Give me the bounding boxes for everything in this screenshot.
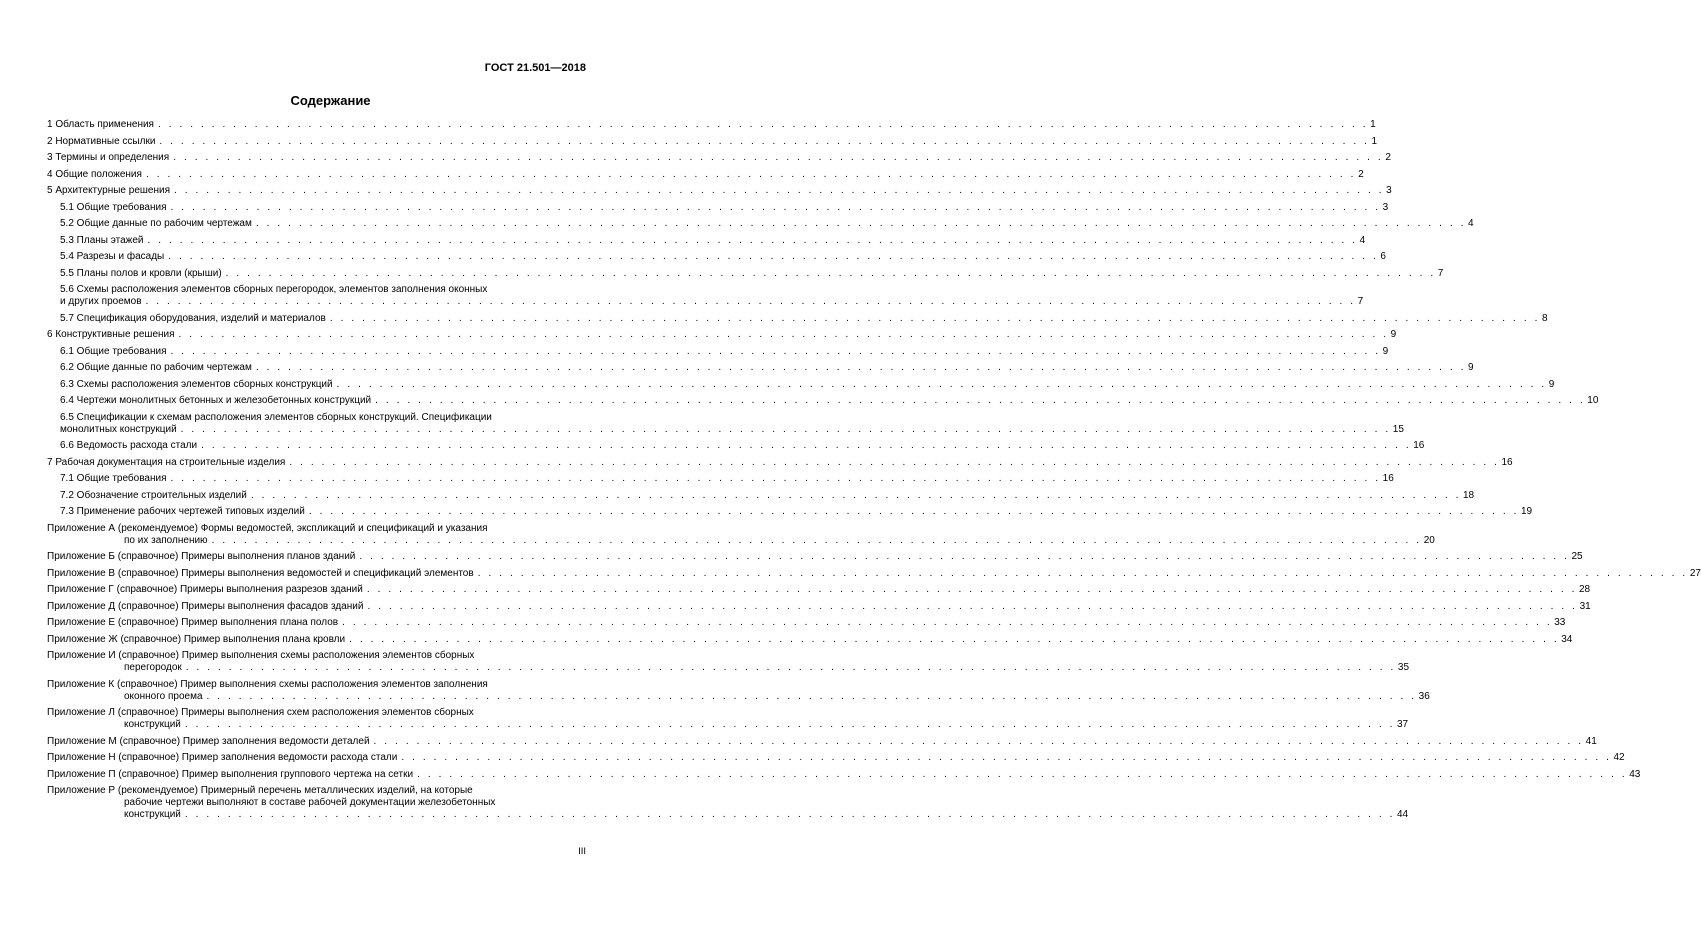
toc-entry-text: и других проемов [60, 296, 142, 307]
dot-leader: . . . . . . . . . . . . . . . . . . . . . . . . . . . . . . . . . . . . . . . . . . . . . . . . . . . . . . . . . . . . . . . . . . . . . . . . . . . . . . . . . . . . . . . . . . . . . . . . . . . . . . . . . . . . . . . . . [255, 218, 1466, 229]
toc-entry-text: оконного проема [124, 690, 203, 702]
toc-page-number: 9 [1468, 362, 1474, 373]
toc-entry-text: 6.3 Схемы расположения элементов сборных конструкций [60, 378, 333, 390]
toc-entry-text: перегородок [124, 662, 182, 673]
dot-leader: . . . . . . . . . . . . . . . . . . . . . . . . . . . . . . . . . . . . . . . . . . . . . . . . . . . . . . . . . . . . . . . . . . . . . . . . . . . . . . . . . . . . . . . . . . . . . . . . . . . . . . . . . . . . . . . . . [145, 296, 1356, 307]
toc-entry[interactable] [47, 551, 1583, 563]
toc-entry-text: Приложение М (справочное) Пример заполнения ведомости деталей [47, 735, 370, 747]
toc-entry[interactable] [47, 456, 1513, 469]
dot-leader: . . . . . . . . . . . . . . . . . . . . . . . . . . . . . . . . . . . . . . . . . . . . . . . . . . . . . . . . . . . . . . . . . . . . . . . . . . . . . . . . . . . . . . . . . . . . . . . . . . . . . . . . . . . . . . . . . [145, 168, 1357, 180]
dot-leader: . . . . . . . . . . . . . . . . . . . . . . . . . . . . . . . . . . . . . . . . . . . . . . . . . . . . . . . . . . . . . . . . . . . . . . . . . . . . . . . . . . . . . . . . . . . . . . . . . . . . . . . . . . . . . . . . . [211, 534, 1422, 546]
toc-entry[interactable] [47, 489, 1475, 502]
toc-entry-text: 5.2 Общие данные по рабочим чертежам [60, 218, 252, 229]
toc-entry-text: Приложение Ж (справочное) Пример выполнения плана кровли [47, 633, 346, 645]
toc-entry-text: Приложение Е (справочное) Пример выполнения плана полов [47, 617, 339, 628]
toc-page-number: 1 [1371, 135, 1378, 147]
toc-page-number: 4 [1359, 234, 1366, 246]
toc-entry-text: 5 Архитектурные решения [47, 185, 170, 196]
toc-entry[interactable] [47, 584, 1591, 596]
toc-entry-text: 5.1 Общие требования [60, 201, 167, 213]
toc-entry-text: Приложение А (рекомендуемое) Формы ведомостей, экспликаций и спецификаций и указания [47, 522, 488, 534]
toc-page-number: 19 [1520, 506, 1533, 517]
toc-entry[interactable] [47, 768, 1641, 781]
toc-entry-text: конструкций [124, 719, 181, 730]
toc-entry-text: 7.3 Применение рабочих чертежей типовых изделий [60, 506, 305, 517]
toc-page-number: 16 [1501, 456, 1513, 468]
toc-entry-text: 6.6 Ведомость расхода стали [60, 440, 198, 451]
dot-leader: . . . . . . . . . . . . . . . . . . . . . . . . . . . . . . . . . . . . . . . . . . . . . . . . . . . . . . . . . . . . . . . . . . . . . . . . . . . . . . . . . . . . . . . . . . . . . . . . . . . . . . . . . . . . . . . . . [342, 617, 1553, 628]
toc-entry[interactable] [47, 707, 1409, 731]
toc-entry-text: Приложение К (справочное) Пример выполнения схемы расположения элементов заполнения [47, 678, 488, 690]
toc-page-number: 28 [1578, 584, 1591, 595]
toc-entry-text: 5.4 Разрезы и фасады [60, 251, 165, 262]
dot-leader: . . . . . . . . . . . . . . . . . . . . . . . . . . . . . . . . . . . . . . . . . . . . . . . . . . . . . . . . . . . . . . . . . . . . . . . . . . . . . . . . . . . . . . . . . . . . . . . . . . . . . . . . . . . . . . . . . [157, 119, 1369, 130]
dot-leader: . . . . . . . . . . . . . . . . . . . . . . . . . . . . . . . . . . . . . . . . . . . . . . . . . . . . . . . . . . . . . . . . . . . . . . . . . . . . . . . . . . . . . . . . . . . . . . . . . . . . . . . . . . . . . . . . . [185, 662, 1396, 673]
toc-entry[interactable] [47, 506, 1533, 518]
toc-entry[interactable] [47, 522, 1435, 547]
dot-leader: . . . . . . . . . . . . . . . . . . . . . . . . . . . . . . . . . . . . . . . . . . . . . . . . . . . . . . . . . . . . . . . . . . . . . . . . . . . . . . . . . . . . . . . . . . . . . . . . . . . . . . . . . . . . . . . . . [178, 329, 1389, 340]
toc-page-number: 16 [1413, 440, 1425, 451]
dot-leader: . . . . . . . . . . . . . . . . . . . . . . . . . . . . . . . . . . . . . . . . . . . . . . . . . . . . . . . . . . . . . . . . . . . . . . . . . . . . . . . . . . . . . . . . . . . . . . . . . . . . . . . . . . . . . . . . . [401, 752, 1612, 763]
toc-page-number: 6 [1380, 251, 1386, 262]
dot-leader: . . . . . . . . . . . . . . . . . . . . . . . . . . . . . . . . . . . . . . . . . . . . . . . . . . . . . . . . . . . . . . . . . . . . . . . . . . . . . . . . . . . . . . . . . . . . . . . . . . . . . . . . . . . . . . . . . [417, 768, 1628, 780]
dot-leader: . . . . . . . . . . . . . . . . . . . . . . . . . . . . . . . . . . . . . . . . . . . . . . . . . . . . . . . . . . . . . . . . . . . . . . . . . . . . . . . . . . . . . . . . . . . . . . . . . . . . . . . . . . . . . . . . . [336, 378, 1547, 390]
table-of-contents [47, 119, 1701, 821]
toc-page-number: 18 [1462, 489, 1475, 501]
toc-entry-text: 6.4 Чертежи монолитных бетонных и железобетонных конструкций [60, 395, 372, 406]
toc-entry-text: 6 Конструктивные решения [47, 329, 175, 340]
dot-leader: . . . . . . . . . . . . . . . . . . . . . . . . . . . . . . . . . . . . . . . . . . . . . . . . . . . . . . . . . . . . . . . . . . . . . . . . . . . . . . . . . . . . . . . . . . . . . . . . . . . . . . . . . . . . . . . . . [173, 152, 1384, 163]
toc-entry[interactable] [47, 678, 1430, 703]
toc-entry-text: Приложение Б (справочное) Примеры выполнения планов зданий [47, 551, 356, 562]
toc-page-number: 44 [1397, 809, 1409, 820]
toc-entry[interactable] [47, 411, 1404, 436]
toc-entry[interactable] [47, 168, 1364, 181]
dot-leader: . . . . . . . . . . . . . . . . . . . . . . . . . . . . . . . . . . . . . . . . . . . . . . . . . . . . . . . . . . . . . . . . . . . . . . . . . . . . . . . . . . . . . . . . . . . . . . . . . . . . . . . . . . . . . . . . . [170, 201, 1381, 213]
toc-page-number: 3 [1382, 201, 1389, 213]
toc-entry[interactable] [47, 785, 1409, 821]
toc-page-number: 10 [1587, 395, 1599, 406]
toc-page-number: 37 [1397, 719, 1409, 730]
toc-entry[interactable] [47, 395, 1599, 407]
dot-leader: . . . . . . . . . . . . . . . . . . . . . . . . . . . . . . . . . . . . . . . . . . . . . . . . . . . . . . . . . . . . . . . . . . . . . . . . . . . . . . . . . . . . . . . . . . . . . . . . . . . . . . . . . . . . . . . . . [308, 506, 1519, 517]
toc-entry[interactable] [47, 201, 1389, 214]
toc-page-number: 34 [1561, 633, 1573, 645]
toc-entry[interactable] [47, 119, 1376, 131]
toc-entry-text: Приложение И (справочное) Пример выполнения схемы расположения элементов сборных [47, 650, 475, 661]
dot-leader: . . . . . . . . . . . . . . . . . . . . . . . . . . . . . . . . . . . . . . . . . . . . . . . . . . . . . . . . . . . . . . . . . . . . . . . . . . . . . . . . . . . . . . . . . . . . . . . . . . . . . . . . . . . . . . . . . [367, 600, 1578, 612]
toc-page-number: 1 [1370, 119, 1376, 130]
toc-entry[interactable] [47, 567, 1701, 580]
dot-leader: . . . . . . . . . . . . . . . . . . . . . . . . . . . . . . . . . . . . . . . . . . . . . . . . . . . . . . . . . . . . . . . . . . . . . . . . . . . . . . . . . . . . . . . . . . . . . . . . . . . . . . . . . . . . . . . . . [206, 690, 1417, 702]
dot-leader: . . . . . . . . . . . . . . . . . . . . . . . . . . . . . . . . . . . . . . . . . . . . . . . . . . . . . . . . . . . . . . . . . . . . . . . . . . . . . . . . . . . . . . . . . . . . . . . . . . . . . . . . . . . . . . . . . [225, 267, 1436, 279]
dot-leader: . . . . . . . . . . . . . . . . . . . . . . . . . . . . . . . . . . . . . . . . . . . . . . . . . . . . . . . . . . . . . . . . . . . . . . . . . . . . . . . . . . . . . . . . . . . . . . . . . . . . . . . . . . . . . . . . . [255, 362, 1466, 373]
toc-entry-text: Приложение П (справочное) Пример выполнения группового чертежа на сетки [47, 768, 414, 780]
toc-page-number: 8 [1541, 312, 1548, 324]
toc-entry-text: Приложение В (справочное) Примеры выполнения ведомостей и спецификаций элементов [47, 567, 474, 579]
toc-page-number: 36 [1418, 690, 1430, 702]
toc-entry[interactable] [47, 473, 1394, 485]
toc-entry-text: 1 Область применения [47, 119, 154, 130]
dot-leader: . . . . . . . . . . . . . . . . . . . . . . . . . . . . . . . . . . . . . . . . . . . . . . . . . . . . . . . . . . . . . . . . . . . . . . . . . . . . . . . . . . . . . . . . . . . . . . . . . . . . . . . . . . . . . . . . . [170, 345, 1381, 357]
toc-entry-text: 7.1 Общие требования [60, 473, 167, 484]
toc-entry[interactable] [47, 600, 1591, 613]
toc-entry-text: 5.6 Схемы расположения элементов сборных перегородок, элементов заполнения оконных [60, 284, 488, 295]
toc-page-number: 20 [1423, 534, 1435, 546]
toc-entry-text: Приложение Д (справочное) Примеры выполнения фасадов зданий [47, 600, 364, 612]
toc-entry[interactable] [47, 752, 1625, 764]
toc-page-number: 9 [1548, 378, 1555, 390]
toc-entry-text: 3 Термины и определения [47, 152, 170, 163]
toc-entry-text: Приложение Г (справочное) Примеры выполнения разрезов зданий [47, 584, 363, 595]
toc-entry[interactable] [47, 362, 1474, 374]
dot-leader: . . . . . . . . . . . . . . . . . . . . . . . . . . . . . . . . . . . . . . . . . . . . . . . . . . . . . . . . . . . . . . . . . . . . . . . . . . . . . . . . . . . . . . . . . . . . . . . . . . . . . . . . . . . . . . . . . [366, 584, 1577, 595]
toc-entry-text: 6.2 Общие данные по рабочим чертежам [60, 362, 252, 373]
toc-entry[interactable] [47, 633, 1573, 646]
toc-entry-text: 6.1 Общие требования [60, 345, 167, 357]
toc-entry[interactable] [47, 735, 1597, 748]
toc-page-number: 7 [1437, 267, 1444, 279]
dot-leader: . . . . . . . . . . . . . . . . . . . . . . . . . . . . . . . . . . . . . . . . . . . . . . . . . . . . . . . . . . . . . . . . . . . . . . . . . . . . . . . . . . . . . . . . . . . . . . . . . . . . . . . . . . . . . . . . . [477, 567, 1688, 579]
toc-entry[interactable] [47, 135, 1378, 148]
dot-leader: . . . . . . . . . . . . . . . . . . . . . . . . . . . . . . . . . . . . . . . . . . . . . . . . . . . . . . . . . . . . . . . . . . . . . . . . . . . . . . . . . . . . . . . . . . . . . . . . . . . . . . . . . . . . . . . . . [373, 735, 1584, 747]
page-title: Содержание [290, 93, 371, 108]
dot-leader: . . . . . . . . . . . . . . . . . . . . . . . . . . . . . . . . . . . . . . . . . . . . . . . . . . . . . . . . . . . . . . . . . . . . . . . . . . . . . . . . . . . . . . . . . . . . . . . . . . . . . . . . . . . . . . . . . [170, 473, 1381, 484]
toc-entry[interactable] [47, 378, 1555, 391]
toc-entry-text: 6.5 Спецификации к схемам расположения элементов сборных конструкций. Спецификации [60, 411, 492, 423]
toc-page-number: 9 [1390, 329, 1397, 340]
toc-page-number: 33 [1554, 617, 1566, 628]
toc-entry[interactable] [47, 234, 1366, 247]
toc-entry-text: монолитных конструкций [60, 423, 177, 435]
toc-page-number: 35 [1397, 662, 1410, 673]
toc-page-number: 25 [1571, 551, 1583, 562]
toc-entry-text: 7.2 Обозначение строительных изделий [60, 489, 247, 501]
toc-entry[interactable] [47, 284, 1364, 308]
toc-page-number: 41 [1585, 735, 1597, 747]
dot-leader: . . . . . . . . . . . . . . . . . . . . . . . . . . . . . . . . . . . . . . . . . . . . . . . . . . . . . . . . . . . . . . . . . . . . . . . . . . . . . . . . . . . . . . . . . . . . . . . . . . . . . . . . . . . . . . . . . [329, 312, 1540, 324]
toc-entry-text: 5.3 Планы этажей [60, 234, 144, 246]
toc-entry-text: рабочие чертежи выполняют в составе рабочей документации железобетонных [124, 797, 496, 808]
toc-entry-text: Приложение Л (справочное) Примеры выполнения схем расположения элементов сборных [47, 707, 474, 718]
dot-leader: . . . . . . . . . . . . . . . . . . . . . . . . . . . . . . . . . . . . . . . . . . . . . . . . . . . . . . . . . . . . . . . . . . . . . . . . . . . . . . . . . . . . . . . . . . . . . . . . . . . . . . . . . . . . . . . . . [184, 809, 1395, 820]
toc-entry[interactable] [47, 312, 1548, 325]
toc-page-number: 2 [1385, 152, 1391, 163]
toc-page-number: 2 [1358, 168, 1364, 180]
toc-entry-text: Приложение Р (рекомендуемое) Примерный перечень металлических изделий, на которые [47, 785, 473, 796]
toc-entry-text: 5.7 Спецификация оборудования, изделий и материалов [60, 312, 326, 324]
dot-leader: . . . . . . . . . . . . . . . . . . . . . . . . . . . . . . . . . . . . . . . . . . . . . . . . . . . . . . . . . . . . . . . . . . . . . . . . . . . . . . . . . . . . . . . . . . . . . . . . . . . . . . . . . . . . . . . . . [159, 135, 1370, 147]
dot-leader: . . . . . . . . . . . . . . . . . . . . . . . . . . . . . . . . . . . . . . . . . . . . . . . . . . . . . . . . . . . . . . . . . . . . . . . . . . . . . . . . . . . . . . . . . . . . . . . . . . . . . . . . . . . . . . . . . [359, 551, 1570, 562]
toc-page-number: 3 [1386, 185, 1392, 196]
toc-page-number: 7 [1357, 296, 1364, 307]
page-number: III [578, 846, 586, 857]
toc-entry-text: конструкций [124, 809, 181, 820]
toc-page-number: 15 [1392, 423, 1404, 435]
dot-leader: . . . . . . . . . . . . . . . . . . . . . . . . . . . . . . . . . . . . . . . . . . . . . . . . . . . . . . . . . . . . . . . . . . . . . . . . . . . . . . . . . . . . . . . . . . . . . . . . . . . . . . . . . . . . . . . . . [147, 234, 1358, 246]
standard-designation: ГОСТ 21.501—2018 [484, 62, 586, 74]
dot-leader: . . . . . . . . . . . . . . . . . . . . . . . . . . . . . . . . . . . . . . . . . . . . . . . . . . . . . . . . . . . . . . . . . . . . . . . . . . . . . . . . . . . . . . . . . . . . . . . . . . . . . . . . . . . . . . . . . [349, 633, 1560, 645]
toc-entry[interactable] [47, 251, 1386, 263]
toc-entry-text: 2 Нормативные ссылки [47, 135, 156, 147]
toc-entry[interactable] [47, 345, 1389, 358]
toc-page-number: 43 [1629, 768, 1641, 780]
toc-entry-text: 4 Общие положения [47, 168, 142, 180]
toc-page-number: 16 [1382, 473, 1394, 484]
toc-entry[interactable] [47, 617, 1566, 629]
toc-entry-text: Приложение Н (справочное) Пример заполнения ведомости расхода стали [47, 752, 398, 763]
toc-entry[interactable] [47, 329, 1397, 341]
toc-entry-text: 7 Рабочая документация на строительные изделия [47, 456, 286, 468]
toc-entry-text: по их заполнению [124, 534, 208, 546]
toc-entry[interactable] [47, 267, 1444, 280]
toc-page-number: 4 [1468, 218, 1474, 229]
toc-page-number: 27 [1689, 567, 1701, 579]
toc-entry[interactable] [47, 185, 1392, 197]
dot-leader: . . . . . . . . . . . . . . . . . . . . . . . . . . . . . . . . . . . . . . . . . . . . . . . . . . . . . . . . . . . . . . . . . . . . . . . . . . . . . . . . . . . . . . . . . . . . . . . . . . . . . . . . . . . . . . . . . [250, 489, 1461, 501]
toc-entry[interactable] [47, 218, 1474, 230]
toc-entry[interactable] [47, 152, 1391, 164]
dot-leader: . . . . . . . . . . . . . . . . . . . . . . . . . . . . . . . . . . . . . . . . . . . . . . . . . . . . . . . . . . . . . . . . . . . . . . . . . . . . . . . . . . . . . . . . . . . . . . . . . . . . . . . . . . . . . . . . . [375, 395, 1586, 406]
dot-leader: . . . . . . . . . . . . . . . . . . . . . . . . . . . . . . . . . . . . . . . . . . . . . . . . . . . . . . . . . . . . . . . . . . . . . . . . . . . . . . . . . . . . . . . . . . . . . . . . . . . . . . . . . . . . . . . . . [173, 185, 1385, 196]
toc-entry-text: 5.5 Планы полов и кровли (крыши) [60, 267, 222, 279]
dot-leader: . . . . . . . . . . . . . . . . . . . . . . . . . . . . . . . . . . . . . . . . . . . . . . . . . . . . . . . . . . . . . . . . . . . . . . . . . . . . . . . . . . . . . . . . . . . . . . . . . . . . . . . . . . . . . . . . . [168, 251, 1379, 262]
dot-leader: . . . . . . . . . . . . . . . . . . . . . . . . . . . . . . . . . . . . . . . . . . . . . . . . . . . . . . . . . . . . . . . . . . . . . . . . . . . . . . . . . . . . . . . . . . . . . . . . . . . . . . . . . . . . . . . . . [180, 423, 1391, 435]
toc-page-number: 9 [1382, 345, 1389, 357]
toc-entry[interactable] [47, 440, 1425, 452]
toc-page-number: 42 [1613, 752, 1625, 763]
dot-leader: . . . . . . . . . . . . . . . . . . . . . . . . . . . . . . . . . . . . . . . . . . . . . . . . . . . . . . . . . . . . . . . . . . . . . . . . . . . . . . . . . . . . . . . . . . . . . . . . . . . . . . . . . . . . . . . . . [289, 456, 1500, 468]
dot-leader: . . . . . . . . . . . . . . . . . . . . . . . . . . . . . . . . . . . . . . . . . . . . . . . . . . . . . . . . . . . . . . . . . . . . . . . . . . . . . . . . . . . . . . . . . . . . . . . . . . . . . . . . . . . . . . . . . [201, 440, 1412, 451]
dot-leader: . . . . . . . . . . . . . . . . . . . . . . . . . . . . . . . . . . . . . . . . . . . . . . . . . . . . . . . . . . . . . . . . . . . . . . . . . . . . . . . . . . . . . . . . . . . . . . . . . . . . . . . . . . . . . . . . . [184, 719, 1395, 730]
toc-page-number: 31 [1579, 600, 1591, 612]
toc-entry[interactable] [47, 650, 1410, 674]
